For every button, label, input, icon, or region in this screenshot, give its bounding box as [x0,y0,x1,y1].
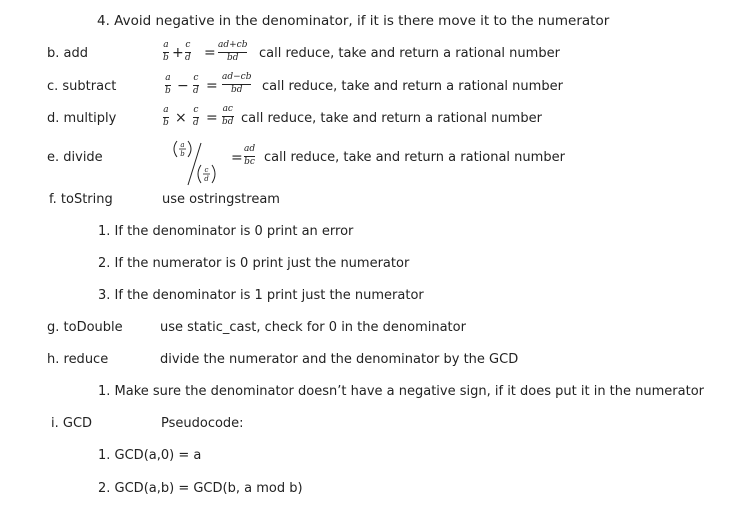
compound-fraction-figure [168,137,228,189]
tostring-item: 1. If the denominator is 0 print an error [98,224,354,239]
desc-multiply: call reduce, take and return a rational number [241,111,542,126]
desc-divide: call reduce, take and return a rational number [264,150,565,165]
fraction-result-add: ad+cb bd [218,40,248,63]
gcd-item: 1. GCD(a,0) = a [98,448,202,463]
fraction-result-multiply: ac bd [222,104,234,127]
equals-sign: = [231,150,243,166]
tostring-item: 2. If the numerator is 0 print just the numerator [98,256,410,271]
desc-gcd: Pseudocode: [161,416,244,431]
equals-sign: = [204,45,216,61]
fraction-result-subtract: ad−cb bd [222,72,252,95]
desc-todouble: use static_cast, check for 0 in the denominator [160,320,466,335]
svg-text:b: b [180,150,185,158]
svg-text:d: d [204,175,209,183]
desc-add: call reduce, take and return a rational number [259,46,560,61]
label-gcd: i. GCD [51,416,93,431]
fraction-c-over-d: c d [193,105,199,128]
fraction-c-over-d: c d [193,73,199,96]
label-divide: e. divide [47,150,103,165]
times-operator: × [175,110,187,126]
fraction-result-divide: ad bc [244,144,256,167]
tostring-item: 3. If the denominator is 1 print just the numerator [98,288,424,303]
svg-text:a: a [180,141,185,149]
label-reduce: h. reduce [47,352,109,367]
reduce-item: 1. Make sure the denominator doesn’t have a negative sign, if it does put it in the numerator [98,384,704,399]
note-avoid-negative: 4. Avoid negative in the denominator, if it is there move it to the numerator [97,13,610,29]
fraction-a-over-b: a b [163,40,169,63]
plus-operator: + [172,45,184,61]
desc-reduce: divide the numerator and the denominator by the GCD [160,352,519,367]
desc-subtract: call reduce, take and return a rational number [262,79,563,94]
desc-tostring: use ostringstream [162,192,280,207]
svg-text:c: c [204,166,209,174]
equals-sign: = [206,110,218,126]
fraction-a-over-b: a b [163,105,169,128]
label-tostring: f. toString [49,192,113,207]
label-subtract: c. subtract [47,79,117,94]
minus-operator: − [177,78,189,94]
label-multiply: d. multiply [47,111,117,126]
equals-sign: = [206,78,218,94]
fraction-c-over-d: c d [185,40,191,63]
label-todouble: g. toDouble [47,320,123,335]
gcd-item: 2. GCD(a,b) = GCD(b, a mod b) [98,481,303,496]
fraction-a-over-b: a b [165,73,171,96]
label-add: b. add [47,46,88,61]
